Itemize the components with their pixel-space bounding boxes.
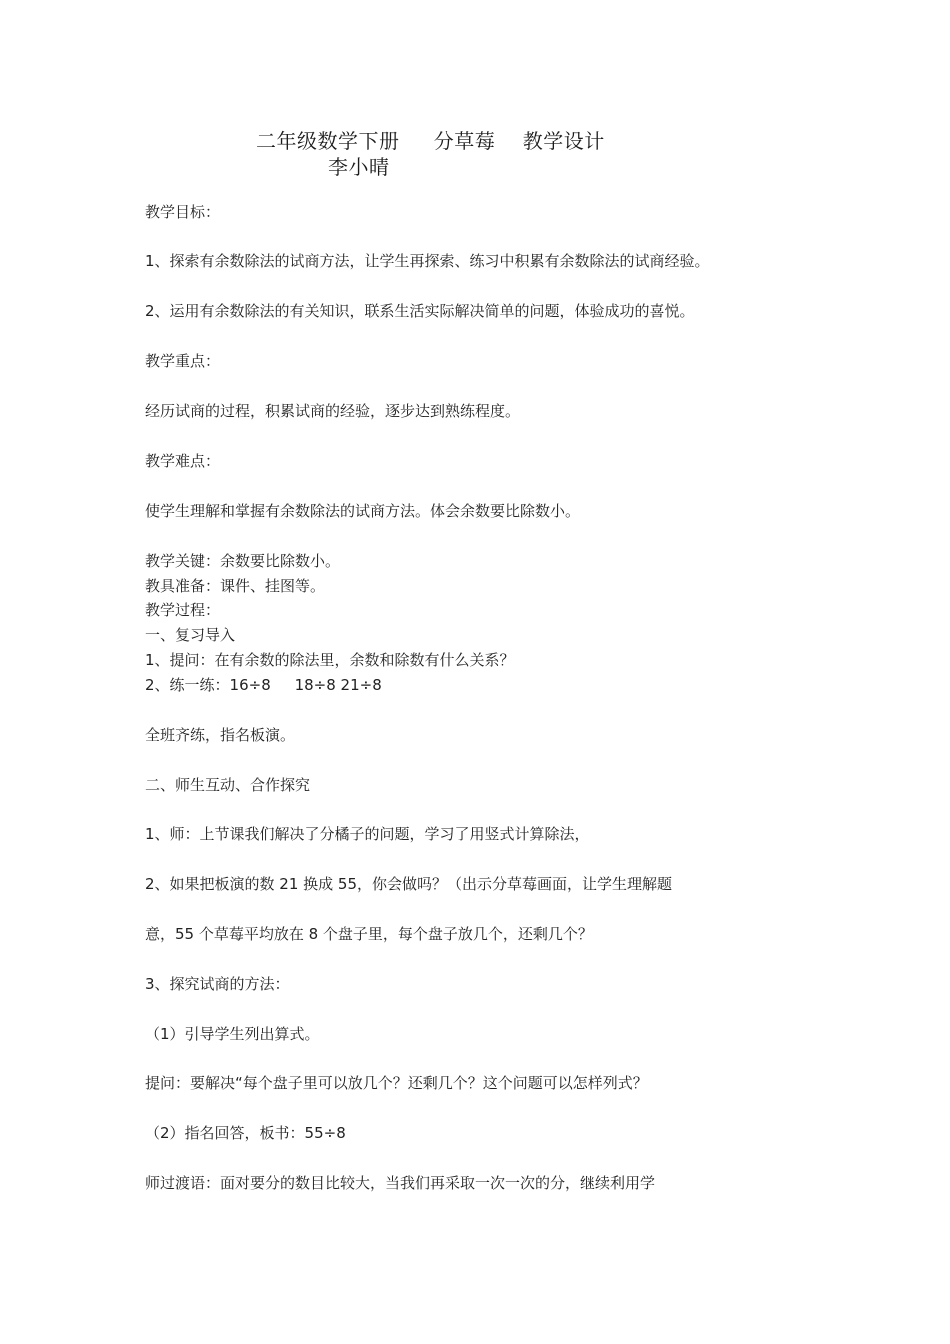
paragraph-practice: 2、练一练：16÷8 18÷8 21÷8: [145, 676, 382, 694]
paragraph-explore-method: 3、探究试商的方法：: [145, 975, 290, 993]
paragraph-transition: 师过渡语：面对要分的数目比较大，当我们再采取一次一次的分，继续利用学: [145, 1174, 656, 1192]
section-heading-difficulties: 教学难点：: [145, 452, 221, 470]
paragraph-objective-1: 1、探索有余数除法的试商方法，让学生再探索、练习中积累有余数除法的试商经验。: [145, 252, 710, 270]
paragraph-difficulties: 使学生理解和掌握有余数除法的试商方法。体会余数要比除数小。: [145, 502, 581, 520]
paragraph-key-points: 经历试商的过程，积累试商的经验，逐步达到熟练程度。: [145, 402, 521, 420]
paragraph-objective-2: 2、运用有余数除法的有关知识，联系生活实际解决简单的问题，体验成功的喜悦。: [145, 302, 695, 320]
paragraph-step-1: （1）引导学生列出算式。: [145, 1025, 320, 1043]
paragraph-change-number: 2、如果把板演的数 21 换成 55，你会做吗？（出示分草莓画面，让学生理解题: [145, 875, 673, 893]
section-heading-objectives: 教学目标：: [145, 203, 221, 221]
subheading-interaction: 二、师生互动、合作探究: [145, 776, 311, 794]
section-heading-key-points: 教学重点：: [145, 352, 221, 370]
document-title: 二年级数学下册 分草莓 教学设计: [256, 129, 605, 153]
paragraph-class-practice: 全班齐练，指名板演。: [145, 726, 296, 744]
document-author: 李小晴: [328, 155, 390, 179]
paragraph-question: 1、提问：在有余数的除法里，余数和除数有什么关系？: [145, 651, 515, 669]
paragraph-materials: 教具准备：课件、挂图等。: [145, 577, 326, 595]
paragraph-strawberries: 意，55 个草莓平均放在 8 个盘子里，每个盘子放几个，还剩几个？: [145, 925, 593, 943]
paragraph-step-2: （2）指名回答，板书：55÷8: [145, 1124, 346, 1142]
paragraph-key: 教学关键：余数要比除数小。: [145, 552, 341, 570]
paragraph-teacher-intro: 1、师：上节课我们解决了分橘子的问题，学习了用竖式计算除法，: [145, 825, 590, 843]
subheading-review: 一、复习导入: [145, 626, 236, 644]
paragraph-step-1-question: 提问：要解决“每个盘子里可以放几个？还剩几个？这个问题可以怎样列式？: [145, 1074, 648, 1092]
section-heading-process: 教学过程：: [145, 601, 221, 619]
